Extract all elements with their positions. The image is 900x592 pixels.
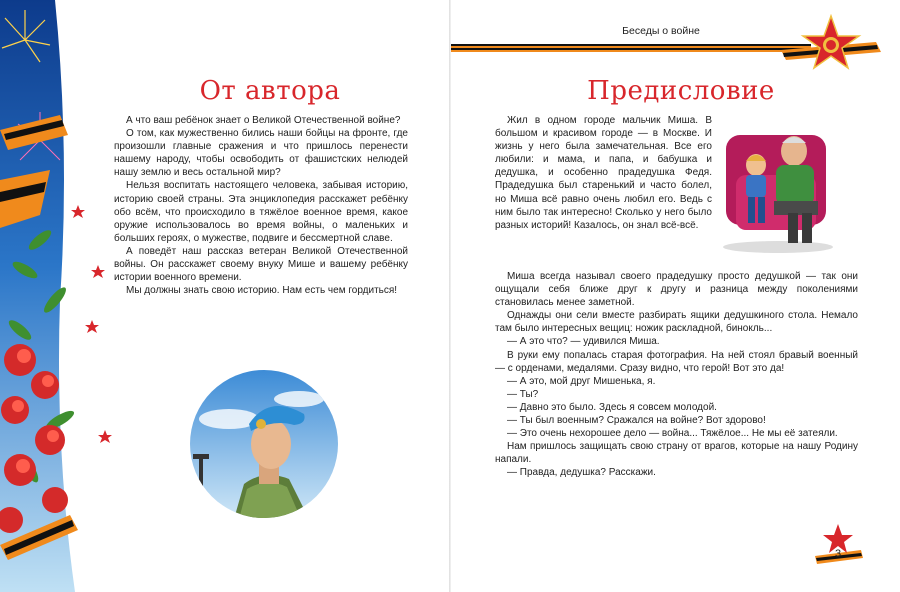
paragraph: Жил в одном городе мальчик Миша. В большом и красивом городе — в Москве. И жизнь у него была замечательная. Все его любили: и мама, и папа, и бабушка и дедушка, и особенно прадедушка Федя. Прадедушка был старенький и часто болел, но Миша всё равно очень любил его. Ведь с ним было так интересно! Сколько у него было разных историй! Казалось, он знал всё-всё. bbox=[495, 115, 712, 231]
page-number: 3 bbox=[834, 548, 842, 560]
paragraph: Мы должны знать свою историю. Нам есть чем гордиться! bbox=[126, 285, 398, 297]
author-text bbox=[114, 114, 408, 297]
paragraph: Однажды они сели вместе разбирать ящики дедушкиного стола. Немало там было интересных вещиц: ножик раскладной, бинокль... bbox=[495, 310, 858, 335]
paragraph: — А это что? — удивился Миша. bbox=[507, 336, 660, 348]
paragraph: — Давно это было. Здесь я совсем молодой. bbox=[507, 401, 717, 413]
paragraph: — Правда, дедушка? Расскажи. bbox=[507, 467, 656, 479]
victory-star-emblem bbox=[781, 14, 881, 74]
paragraph: — Ты? bbox=[507, 388, 539, 400]
st-george-ribbon-band bbox=[451, 44, 811, 52]
paragraph: — Ты был военным? Сражался на войне? Вот здорово! bbox=[507, 415, 766, 427]
paragraph: А поведёт наш рассказ ветеран Великой Отечественной войны. Он расскажет своему внуку Мише и вашему ребёнку истории военного времени. bbox=[114, 245, 408, 284]
left-page bbox=[0, 0, 449, 592]
preface-text-bottom bbox=[495, 270, 858, 480]
paragraph: Нам пришлось защищать свою страну от врагов, которые на нашу Родину напали. bbox=[495, 441, 858, 466]
paragraph: — А это, мой друг Мишенька, я. bbox=[507, 375, 656, 387]
paragraph: — Это очень нехорошее дело — война... Тяжёлое... Не мы её затеяли. bbox=[507, 428, 838, 440]
soldier-illustration bbox=[189, 369, 339, 519]
page-number-badge bbox=[813, 520, 863, 570]
paragraph: В руки ему попалась старая фотография. На ней стоял бравый военный — с орденами, медалями. Сразу видно, что герой! Вот это да! bbox=[495, 349, 858, 374]
page-number-star-icon bbox=[813, 520, 863, 570]
grandfather-and-boy-illustration bbox=[716, 115, 836, 255]
paragraph: Нельзя воспитать настоящего человека, забывая историю, историю своей страны. Эта энциклопедия расскажет ребёнку обо всём, что происходило в тяжёлое военное время, какое оружие использовалось во время войны, о маленьких и больших героях, о мужестве, подвиге и бессмертной славе. bbox=[114, 180, 408, 244]
running-header: Беседы о войне bbox=[622, 25, 700, 37]
preface-text-top bbox=[495, 114, 712, 232]
paragraph: А что ваш ребёнок знает о Великой Отечественной войне? bbox=[126, 115, 401, 126]
page-title: От автора bbox=[199, 76, 341, 106]
right-page bbox=[451, 0, 900, 592]
paragraph: О том, как мужественно бились наши бойцы на фронте, где произошли главные сражения и что пришлось перенести нашему народу, чтобы освободить от фашистских нелюдей нашу землю и весь остальной мир? bbox=[114, 128, 408, 179]
page-title: Предисловие bbox=[587, 76, 775, 106]
paragraph: Миша всегда называл своего прадедушку просто дедушкой — так они ощущали себя ближе друг к другу и разница между поколениями становилась менее заметной. bbox=[495, 271, 858, 309]
